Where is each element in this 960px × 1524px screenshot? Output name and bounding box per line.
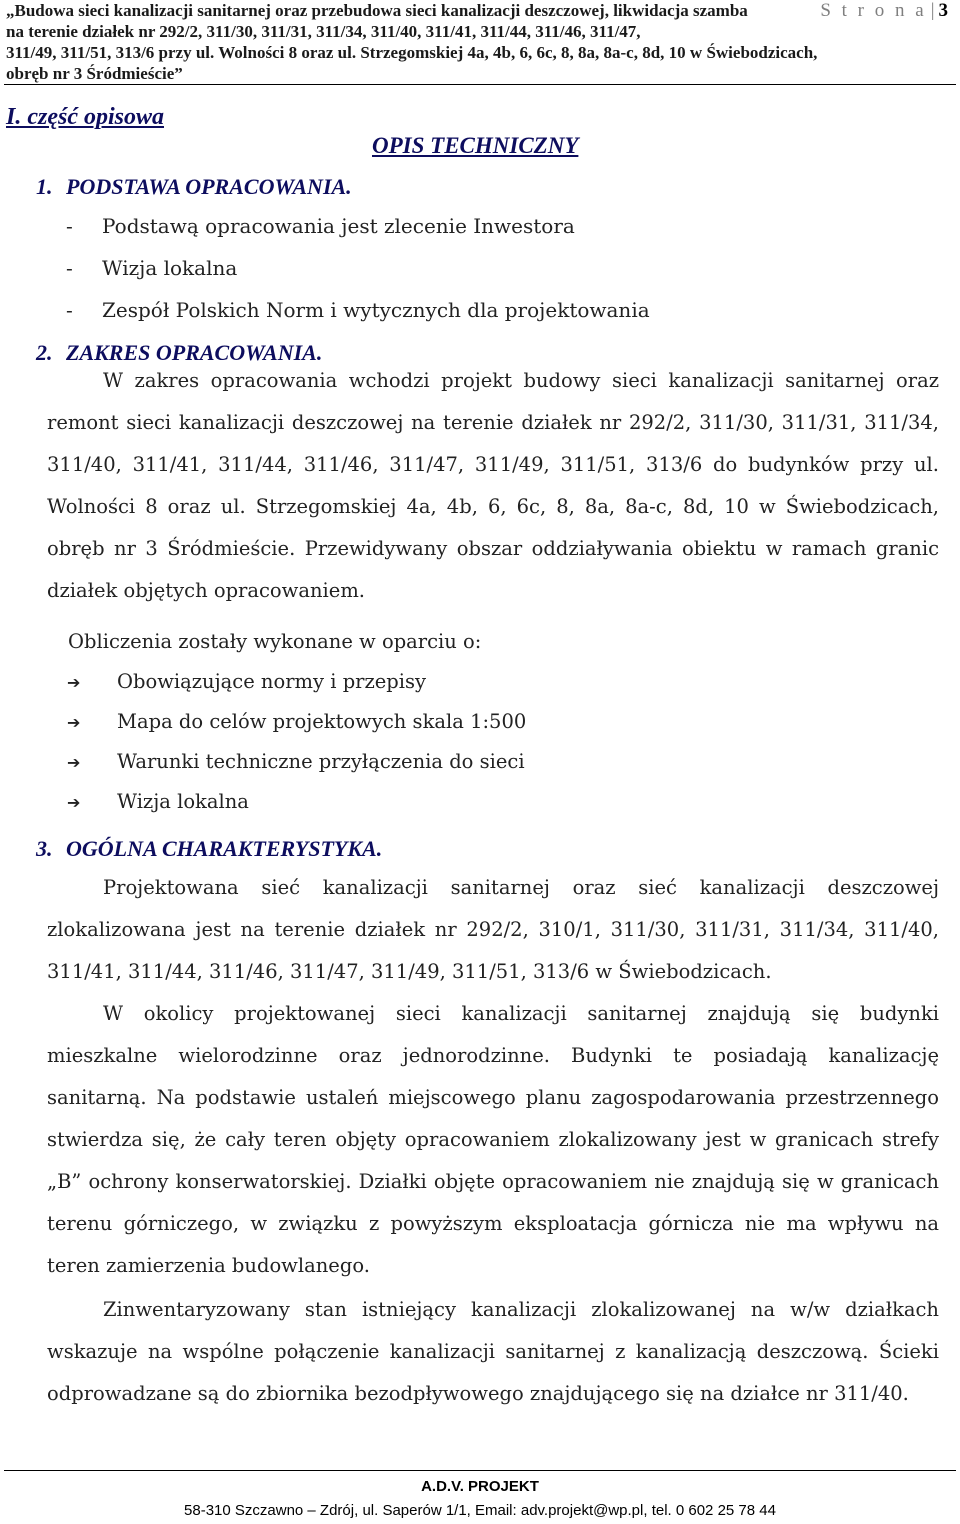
- bullet-item: [67, 750, 525, 773]
- heading-number: 2.: [36, 340, 53, 365]
- page-number-label: [820, 0, 948, 21]
- arrow-icon: ➔: [67, 753, 81, 772]
- paragraph-charakterystyka-3: Zinwentaryzowany stan istniejący kanalizacji zlokalizowanej na w/w działkach wskazuje na wspólne połączenie kanalizacji sanitarnej z kanalizacją deszczową. Ścieki odprowadzane są do zbiornika bezodpływowego znajdującego się na działce nr 311/40.: [47, 1298, 939, 1405]
- heading-text: PODSTAWA OPRACOWANIA.: [66, 174, 352, 199]
- header-divider: [4, 84, 956, 85]
- footer-address: 58-310 Szczawno – Zdrój, ul. Saperów 1/1, Email: adv.projekt@wp.pl, tel. 0 602 25 78 44: [184, 1502, 776, 1519]
- paragraph-charakterystyka-2: W okolicy projektowanej sieci kanalizacji sanitarnej znajdują się budynki mieszkalne wielorodzinne oraz jednorodzinne. Budynki te posiadają kanalizację sanitarną. Na podstawie ustaleń miejscowego planu zagospodarowania przestrzennego stwierdza się, że cały teren objęty opracowaniem zlokalizowany jest w granicach strefy „B” ochrony konserwatorskiej. Działki objęte opracowaniem nie znajdują się w granicach terenu górniczego, w związku z powyższym eksploatacja górnicza nie ma wpływu na teren zamierzenia budowlanego.: [47, 1002, 939, 1277]
- heading-text: ZAKRES OPRACOWANIA.: [66, 340, 323, 365]
- paragraph-zakres: W zakres opracowania wchodzi projekt budowy sieci kanalizacji sanitarnej oraz remont sieci kanalizacji deszczowej na terenie działek nr 292/2, 311/30, 311/31, 311/34, 311/40, 311/41, 311/44, 311/46, 311/47, 311/49, 311/51, 313/6 do budynków przy ul. Wolności 8 oraz ul. Strzegomskiej 4a, 4b, 6, 6c, 8, 8a, 8a-c, 8d, 10 w Świebodzicach, obręb nr 3 Śródmieście. Przewidywany obszar oddziaływania obiektu w ramach granic działek objętych opracowaniem.: [47, 369, 939, 602]
- bullet-text: Mapa do celów projektowych skala 1:500: [117, 710, 527, 733]
- section-title: I. część opisowa: [6, 104, 164, 130]
- header-line: „Budowa sieci kanalizacji sanitarnej oraz przebudowa sieci kanalizacji deszczowej, likwidacja szamba: [6, 1, 748, 20]
- document-title: OPIS TECHNICZNY: [372, 133, 579, 158]
- heading-podstawa: [36, 174, 352, 200]
- list-item-text: Wizja lokalna: [102, 256, 238, 280]
- page-label-separator: |: [930, 0, 935, 21]
- list-item-text: Zespół Polskich Norm i wytycznych dla projektowania: [102, 298, 650, 322]
- list-item: [66, 214, 575, 238]
- arrow-icon: ➔: [67, 713, 81, 732]
- heading-text: OGÓLNA CHARAKTERYSTYKA.: [66, 836, 383, 861]
- dash-marker: -: [66, 256, 73, 280]
- list-item-text: Podstawą opracowania jest zlecenie Inwestora: [102, 214, 575, 238]
- heading-number: 1.: [36, 174, 53, 199]
- footer-divider: [4, 1470, 956, 1471]
- heading-charakterystyka: [36, 836, 382, 862]
- header-line: 311/49, 311/51, 313/6 przy ul. Wolności 8 oraz ul. Strzegomskiej 4a, 4b, 6, 6c, 8, 8a, 8a-c, 8d, 10 w Świebodzicach,: [6, 43, 818, 62]
- footer-company: A.D.V. PROJEKT: [421, 1478, 539, 1495]
- dash-marker: -: [66, 214, 73, 238]
- arrow-icon: ➔: [67, 673, 81, 692]
- dash-marker: -: [66, 298, 73, 322]
- header-line: na terenie działek nr 292/2, 311/30, 311/31, 311/34, 311/40, 311/41, 311/44, 311/46, 311/47,: [6, 22, 641, 41]
- list-item: [66, 298, 650, 322]
- arrow-icon: ➔: [67, 793, 81, 812]
- bullet-text: Obowiązujące normy i przepisy: [117, 670, 427, 693]
- paragraph-charakterystyka-1: Projektowana sieć kanalizacji sanitarnej oraz sieć kanalizacji deszczowej zlokalizowana jest na terenie działek nr 292/2, 310/1, 311/30, 311/31, 311/34, 311/40, 311/41, 311/44, 311/46, 311/47, 311/49, 311/51, 313/6 w Świebodzicach.: [47, 876, 939, 983]
- list-item: [66, 256, 237, 280]
- calc-intro: Obliczenia zostały wykonane w oparciu o:: [68, 630, 482, 653]
- heading-number: 3.: [36, 836, 53, 861]
- document-header: [6, 0, 954, 84]
- bullet-item: [67, 790, 249, 813]
- header-title: [6, 0, 818, 84]
- bullet-item: [67, 710, 526, 733]
- bullet-item: [67, 670, 426, 693]
- page-label-text: S t r o n a: [820, 0, 927, 21]
- bullet-text: Wizja lokalna: [117, 790, 249, 813]
- page-number: 3: [938, 0, 948, 21]
- header-line: obręb nr 3 Śródmieście”: [6, 64, 183, 83]
- bullet-text: Warunki techniczne przyłączenia do sieci: [117, 750, 525, 773]
